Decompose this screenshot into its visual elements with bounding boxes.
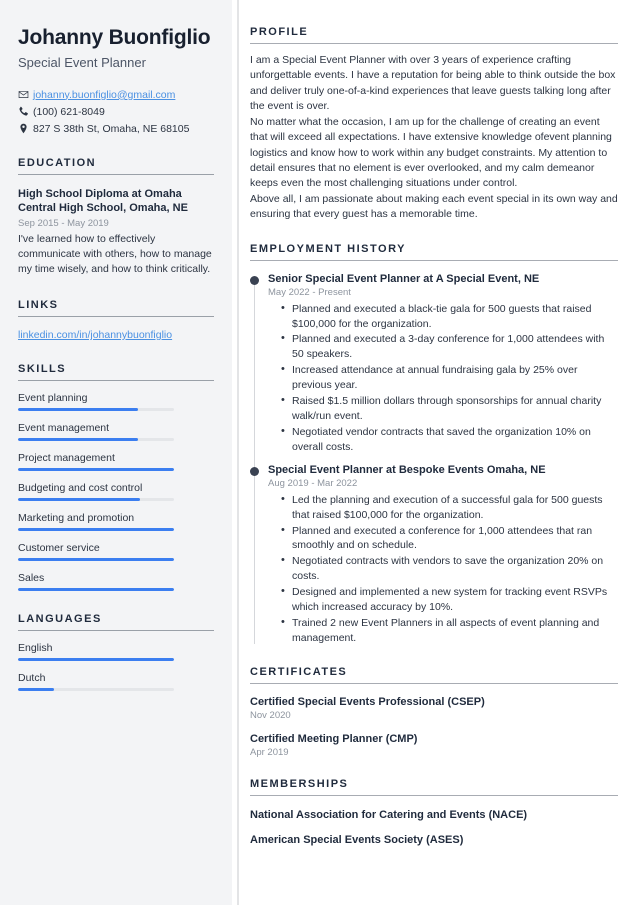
- skill-label: Event management: [18, 421, 110, 434]
- memberships-rule: [250, 795, 618, 796]
- languages-heading: LANGUAGES: [18, 612, 102, 625]
- job-bullet: • Planned and executed a conference for 1,000 attendees that ran smoothly and on schedule.: [292, 524, 618, 554]
- skill-item: [18, 482, 214, 501]
- contact-address-row: [18, 123, 214, 135]
- section-education: [18, 157, 214, 277]
- linkedin-link[interactable]: linkedin.com/in/johannybuonfiglio: [18, 328, 173, 341]
- contact-email-row[interactable]: [18, 89, 214, 101]
- certificate-item: [250, 733, 618, 758]
- skill-label: Customer service: [18, 541, 100, 554]
- skill-label: Marketing and promotion: [18, 511, 135, 524]
- sidebar-divider: [237, 0, 239, 905]
- job-bullet: • Trained 2 new Event Planners in all aspects of event planning and management.: [292, 616, 618, 646]
- language-item: [18, 642, 214, 661]
- skill-bar-track: [18, 408, 174, 411]
- language-label: English: [18, 641, 53, 654]
- membership-item: American Special Events Society (ASES): [250, 833, 464, 846]
- skill-bar-fill: [18, 498, 140, 501]
- education-date: Sep 2015 - May 2019: [18, 217, 109, 229]
- skill-bar-track: [18, 528, 174, 531]
- candidate-job-title: Special Event Planner: [18, 54, 146, 70]
- skills-rule: [18, 380, 214, 381]
- timeline-line: [254, 279, 255, 644]
- main-column: [232, 0, 640, 905]
- section-memberships: [250, 778, 618, 846]
- jobs-list: [268, 273, 618, 646]
- skill-bar-fill: [18, 468, 174, 471]
- language-bar-fill: [18, 658, 174, 661]
- job-bullet: • Designed and implemented a new system for tracking event RSVPs which increased accuracy by 10%.: [292, 585, 618, 615]
- link-row[interactable]: [18, 329, 214, 341]
- memberships-list: [250, 809, 618, 846]
- contact-phone-row: [18, 106, 214, 118]
- email-link[interactable]: johanny.buonfiglio@gmail.com: [33, 88, 176, 101]
- timeline-dot-icon: [250, 467, 259, 476]
- skill-item: [18, 422, 214, 441]
- education-description: I've learned how to effectively communicate with others, how to manage my time wisely, and how to think critically.: [18, 232, 212, 275]
- section-profile: [250, 26, 618, 223]
- section-skills: [18, 363, 214, 591]
- job-bullet: • Planned and executed a black-tie gala for 500 guests that raised $100,000 for the organization.: [292, 302, 618, 332]
- job-bullet: • Planned and executed a 3-day conference for 1,000 attendees with 50 speakers.: [292, 332, 618, 362]
- certificate-date: Nov 2020: [250, 709, 291, 721]
- job-entry: [268, 273, 618, 455]
- employment-rule: [250, 260, 618, 261]
- job-entry: [268, 464, 618, 646]
- profile-paragraph: No matter what the occasion, I am up for the challenge of creating an event that will exceed all expectations. I have extensive knowledge ofevent planning logistics and know how to work within any budget constraints. My attention to detail ensures that no element is ever overlooked, and my calm demeanor keeps even the most challenging situations under control.: [250, 115, 612, 190]
- section-links: [18, 299, 214, 341]
- job-bullet-list: [268, 493, 618, 646]
- certificates-rule: [250, 683, 618, 684]
- skill-item: [18, 542, 214, 561]
- address-value: 827 S 38th St, Omaha, NE 68105: [33, 122, 190, 135]
- envelope-icon: [18, 89, 33, 100]
- languages-rule: [18, 630, 214, 631]
- section-employment: [250, 243, 618, 646]
- language-label: Dutch: [18, 671, 46, 684]
- certificate-title: Certified Special Events Professional (CSEP): [250, 695, 485, 708]
- certificate-item: [250, 696, 618, 721]
- skill-bar-track: [18, 558, 174, 561]
- job-bullet: • Increased attendance at annual fundraising gala by 25% over previous year.: [292, 363, 618, 393]
- job-title: Special Event Planner at Bespoke Events Omaha, NE: [268, 463, 546, 476]
- certificate-date: Apr 2019: [250, 746, 289, 758]
- job-bullet: • Negotiated vendor contracts that saved the organization 10% on overall costs.: [292, 425, 618, 455]
- skill-item: [18, 392, 214, 411]
- skill-label: Sales: [18, 571, 45, 584]
- language-bar-track: [18, 658, 174, 661]
- skill-item: [18, 452, 214, 471]
- language-bar-fill: [18, 688, 54, 691]
- skill-label: Budgeting and cost control: [18, 481, 143, 494]
- language-bar-track: [18, 688, 174, 691]
- job-bullet-list: [268, 302, 618, 455]
- sidebar: [0, 0, 232, 905]
- links-heading: LINKS: [18, 298, 59, 311]
- skill-bar-fill: [18, 438, 138, 441]
- timeline-dot-icon: [250, 276, 259, 285]
- languages-list: [18, 642, 214, 691]
- certificate-title: Certified Meeting Planner (CMP): [250, 732, 418, 745]
- profile-rule: [250, 43, 618, 44]
- certificates-list: [250, 696, 618, 758]
- skill-bar-track: [18, 588, 174, 591]
- skill-item: [18, 572, 214, 591]
- section-certificates: [250, 666, 618, 758]
- skill-label: Project management: [18, 451, 115, 464]
- profile-paragraph: I am a Special Event Planner with over 3 years of experience crafting unforgettable events. I have a reputation for being able to think outside the box and deliver truly one-of-a-kind experiences that leave guests talking long after the event is over.: [250, 54, 616, 113]
- language-item: [18, 672, 214, 691]
- skill-bar-track: [18, 498, 174, 501]
- job-date: May 2022 - Present: [268, 286, 351, 298]
- employment-heading: EMPLOYMENT HISTORY: [250, 242, 406, 255]
- skills-list: [18, 392, 214, 591]
- map-pin-icon: [18, 123, 33, 134]
- education-rule: [18, 174, 214, 175]
- skill-bar-track: [18, 438, 174, 441]
- employment-timeline: [250, 273, 618, 646]
- membership-item: National Association for Catering and Events (NACE): [250, 808, 528, 821]
- education-title: High School Diploma at Omaha Central High School, Omaha, NE: [18, 187, 188, 215]
- phone-icon: [18, 106, 33, 117]
- memberships-heading: MEMBERSHIPS: [250, 777, 349, 790]
- education-heading: EDUCATION: [18, 156, 97, 169]
- profile-paragraph: Above all, I am passionate about making each event special in its own way and ensuring that every guest has a memorable time.: [250, 192, 618, 221]
- job-date: Aug 2019 - Mar 2022: [268, 477, 358, 489]
- job-bullet: • Raised $1.5 million dollars through sponsorships for annual charity walk/run event.: [292, 394, 618, 424]
- skill-bar-fill: [18, 408, 138, 411]
- job-bullet: • Led the planning and execution of a successful gala for 500 guests that raised $100,000 for the organization.: [292, 493, 618, 523]
- section-languages: [18, 613, 214, 691]
- skills-heading: SKILLS: [18, 362, 67, 375]
- profile-text: [250, 53, 618, 223]
- certificates-heading: CERTIFICATES: [250, 665, 348, 678]
- contact-list: [18, 89, 214, 135]
- phone-value: (100) 621-8049: [33, 105, 105, 118]
- profile-heading: PROFILE: [250, 26, 309, 38]
- skill-bar-fill: [18, 588, 174, 591]
- skill-bar-fill: [18, 558, 174, 561]
- job-title: Senior Special Event Planner at A Special Event, NE: [268, 272, 540, 285]
- job-bullet: • Negotiated contracts with vendors to save the organization 20% on costs.: [292, 554, 618, 584]
- skill-label: Event planning: [18, 391, 88, 404]
- skill-bar-track: [18, 468, 174, 471]
- skill-item: [18, 512, 214, 531]
- links-rule: [18, 316, 214, 317]
- skill-bar-fill: [18, 528, 174, 531]
- candidate-name: Johanny Buonfiglio: [18, 26, 211, 49]
